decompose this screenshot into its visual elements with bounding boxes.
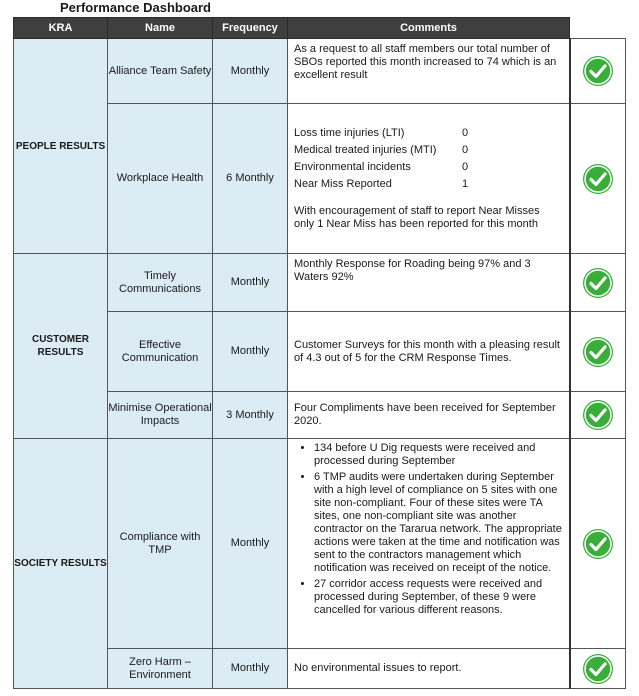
list-item (294, 144, 563, 157)
check-icon (582, 528, 614, 560)
list-item: • 134 before U Dig requests were received and processed during September (314, 442, 563, 468)
check-icon (582, 399, 614, 431)
header-kra: KRA (14, 18, 108, 39)
name-workplace: Workplace Health (108, 104, 213, 254)
injury-value: 0 (462, 126, 469, 139)
injury-label: Loss time injuries (LTI) (294, 126, 405, 139)
list-item: • 27 corridor access requests were received and processed during September, of these 9 were cancelled for various different reasons. (314, 578, 563, 617)
comment-workplace (288, 104, 570, 254)
status-minimise (570, 392, 626, 439)
list-item (294, 127, 563, 140)
status-workplace (570, 104, 626, 254)
freq-timely: Monthly (213, 254, 288, 312)
header-status (570, 18, 626, 39)
kra-society: SOCIETY RESULTS (14, 439, 108, 689)
status-timely (570, 254, 626, 312)
list-item: • 6 TMP audits were undertaken during September with a high level of compliance on 5 sites with one site non-compliant. Four of these sites were TA sites, one non-compliant site was another contractor on the Tararua network. The appropriate actions were taken at the time and notification was sent to the contractors management which notification was received on receipt of the notice. (314, 471, 563, 575)
check-icon (582, 653, 614, 685)
status-alliance (570, 39, 626, 104)
comment-compliance (288, 439, 570, 649)
freq-workplace: 6 Monthly (213, 104, 288, 254)
header-row (14, 18, 626, 39)
injury-list (294, 127, 563, 191)
table-row (14, 439, 626, 649)
comment-effective: Customer Surveys for this month with a pleasing result of 4.3 out of 5 for the CRM Response Times. (288, 312, 570, 392)
injury-label: Medical treated injuries (MTI) (294, 143, 437, 156)
injury-value: 0 (462, 143, 469, 156)
injury-value: 1 (462, 177, 469, 190)
table-row (14, 39, 626, 104)
header-name: Name (108, 18, 213, 39)
injury-label: Near Miss Reported (294, 177, 392, 190)
dashboard-table (13, 17, 626, 689)
name-minimise: Minimise Operational Impacts (108, 392, 213, 439)
check-icon (582, 163, 614, 195)
check-icon (582, 267, 614, 299)
status-compliance (570, 439, 626, 649)
kra-customer: CUSTOMER RESULTS (14, 254, 108, 439)
list-item (294, 178, 563, 191)
comment-timely: Monthly Response for Roading being 97% and 3 Waters 92% (288, 254, 570, 312)
header-frequency: Frequency (213, 18, 288, 39)
workplace-note: With encouragement of staff to report Near Misses only 1 Near Miss has been reported for this month (294, 204, 540, 230)
freq-minimise: 3 Monthly (213, 392, 288, 439)
status-effective (570, 312, 626, 392)
check-icon (582, 55, 614, 87)
freq-alliance: Monthly (213, 39, 288, 104)
list-item (294, 161, 563, 174)
freq-zeroharm: Monthly (213, 649, 288, 689)
name-effective: Effective Communication (108, 312, 213, 392)
name-compliance: Compliance with TMP (108, 439, 213, 649)
comment-zeroharm: No environmental issues to report. (288, 649, 570, 689)
header-comments: Comments (288, 18, 570, 39)
name-zeroharm: Zero Harm – Environment (108, 649, 213, 689)
injury-label: Environmental incidents (294, 160, 411, 173)
injury-value: 0 (462, 160, 469, 173)
kra-people: PEOPLE RESULTS (14, 39, 108, 254)
name-alliance: Alliance Team Safety (108, 39, 213, 104)
page-title: Performance Dashboard (60, 0, 211, 15)
comment-alliance: As a request to all staff members our total number of SBOs reported this month increased to 74 which is an excellent result (288, 39, 570, 104)
freq-compliance: Monthly (213, 439, 288, 649)
compliance-list (294, 442, 563, 617)
comment-minimise: Four Compliments have been received for September 2020. (288, 392, 570, 439)
table-row (14, 254, 626, 312)
status-zeroharm (570, 649, 626, 689)
check-icon (582, 336, 614, 368)
name-timely: Timely Communications (108, 254, 213, 312)
freq-effective: Monthly (213, 312, 288, 392)
